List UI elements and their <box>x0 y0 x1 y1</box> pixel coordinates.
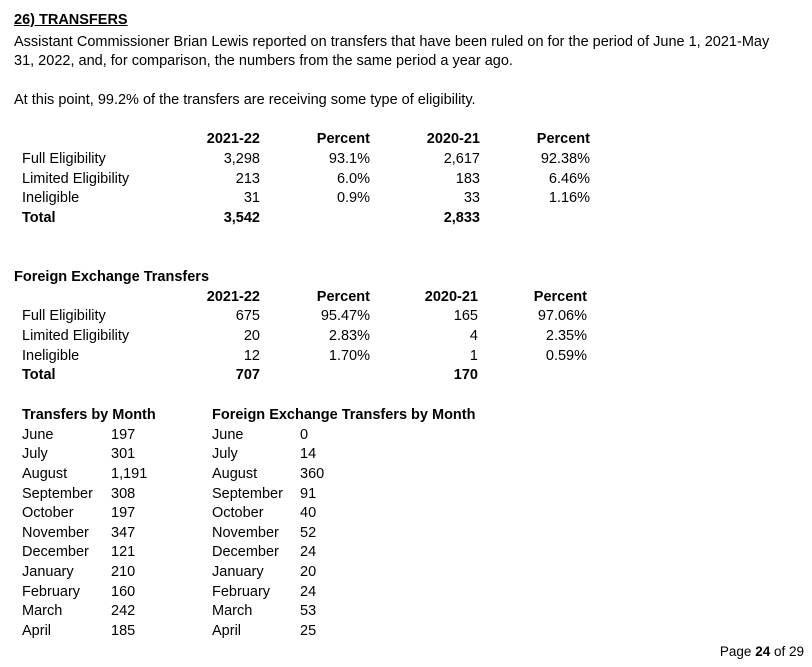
month-label: September <box>212 486 283 502</box>
month-label: November <box>212 525 279 541</box>
month-table-title: Transfers by Month <box>22 407 156 423</box>
intro-line-1: Assistant Commissioner Brian Lewis reported on transfers that have been ruled on for the period of June 1, 2021-May <box>14 34 770 50</box>
cell-percent: 2.83% <box>328 328 370 344</box>
column-header: Percent <box>316 289 370 305</box>
page-number <box>720 643 804 661</box>
cell-value: 12 <box>243 348 260 364</box>
row-label: Limited Eligibility <box>22 328 130 344</box>
row-label: Total <box>22 210 56 226</box>
total-value: 170 <box>453 367 478 383</box>
row-label: Total <box>22 367 56 383</box>
month-label: July <box>212 446 238 462</box>
cell-percent: 1.16% <box>548 190 590 206</box>
cell-percent: 1.70% <box>328 348 370 364</box>
row-label: Limited Eligibility <box>22 171 130 187</box>
month-value: 242 <box>111 603 136 619</box>
column-header: Percent <box>316 131 370 147</box>
cell-value: 165 <box>453 308 478 324</box>
month-label: December <box>22 544 89 560</box>
cell-percent: 6.0% <box>336 171 370 187</box>
page-current: 24 <box>755 644 771 659</box>
cell-percent: 97.06% <box>537 308 587 324</box>
intro-line-2: 31, 2022, and, for comparison, the numbers from the same period a year ago. <box>14 53 513 69</box>
cell-value: 675 <box>235 308 260 324</box>
total-value: 2,833 <box>443 210 480 226</box>
month-label: September <box>22 486 93 502</box>
column-header: 2021-22 <box>206 131 260 147</box>
month-value: 185 <box>111 623 136 639</box>
month-label: June <box>22 427 54 443</box>
month-value: 24 <box>300 584 317 600</box>
cell-percent: 95.47% <box>320 308 370 324</box>
cell-value: 2,617 <box>443 151 480 167</box>
row-label: Full Eligibility <box>22 308 106 324</box>
page-prefix: Page <box>719 644 756 659</box>
cell-percent: 0.9% <box>336 190 370 206</box>
month-label: January <box>212 564 264 580</box>
month-value: 52 <box>300 525 317 541</box>
cell-value: 4 <box>469 328 478 344</box>
month-value: 53 <box>300 603 317 619</box>
column-header: 2021-22 <box>206 289 260 305</box>
month-value: 0 <box>300 427 309 443</box>
cell-value: 3,298 <box>223 151 260 167</box>
cell-percent: 93.1% <box>328 151 370 167</box>
month-value: 91 <box>300 486 317 502</box>
month-value: 197 <box>111 505 136 521</box>
month-label: July <box>22 446 48 462</box>
column-header: 2020-21 <box>424 289 478 305</box>
month-label: August <box>212 466 258 482</box>
month-value: 14 <box>300 446 317 462</box>
cell-percent: 0.59% <box>545 348 587 364</box>
month-label: March <box>212 603 253 619</box>
month-label: October <box>212 505 264 521</box>
fx-table-title: Foreign Exchange Transfers <box>14 269 210 285</box>
month-label: October <box>22 505 74 521</box>
row-label: Ineligible <box>22 190 80 206</box>
cell-percent: 2.35% <box>545 328 587 344</box>
total-value: 707 <box>235 367 260 383</box>
month-value: 160 <box>111 584 136 600</box>
cell-value: 33 <box>463 190 480 206</box>
month-label: December <box>212 544 279 560</box>
month-value: 1,191 <box>111 466 148 482</box>
cell-value: 183 <box>455 171 480 187</box>
eligibility-summary: At this point, 99.2% of the transfers are receiving some type of eligibility. <box>14 92 476 108</box>
cell-value: 1 <box>469 348 478 364</box>
column-header: 2020-21 <box>426 131 480 147</box>
column-header: Percent <box>536 131 590 147</box>
page-suffix: of 29 <box>770 644 804 659</box>
cell-value: 20 <box>243 328 260 344</box>
month-label: November <box>22 525 89 541</box>
month-label: February <box>22 584 81 600</box>
month-value: 24 <box>300 544 317 560</box>
month-value: 308 <box>111 486 136 502</box>
month-label: June <box>212 427 244 443</box>
month-value: 301 <box>111 446 136 462</box>
cell-value: 31 <box>243 190 260 206</box>
row-label: Ineligible <box>22 348 80 364</box>
month-value: 210 <box>111 564 136 580</box>
month-value: 121 <box>111 544 136 560</box>
month-value: 40 <box>300 505 317 521</box>
column-header: Percent <box>533 289 587 305</box>
month-value: 197 <box>111 427 136 443</box>
month-label: August <box>22 466 68 482</box>
month-label: April <box>212 623 242 639</box>
month-label: January <box>22 564 74 580</box>
month-value: 347 <box>111 525 136 541</box>
cell-value: 213 <box>235 171 260 187</box>
row-label: Full Eligibility <box>22 151 106 167</box>
month-label: March <box>22 603 63 619</box>
cell-percent: 92.38% <box>540 151 590 167</box>
section-heading: 26) TRANSFERS <box>14 12 128 28</box>
cell-percent: 6.46% <box>548 171 590 187</box>
total-value: 3,542 <box>223 210 260 226</box>
fx-month-table-title: Foreign Exchange Transfers by Month <box>212 407 476 423</box>
month-value: 20 <box>300 564 317 580</box>
month-value: 360 <box>300 466 325 482</box>
month-value: 25 <box>300 623 317 639</box>
month-label: April <box>22 623 52 639</box>
month-label: February <box>212 584 271 600</box>
